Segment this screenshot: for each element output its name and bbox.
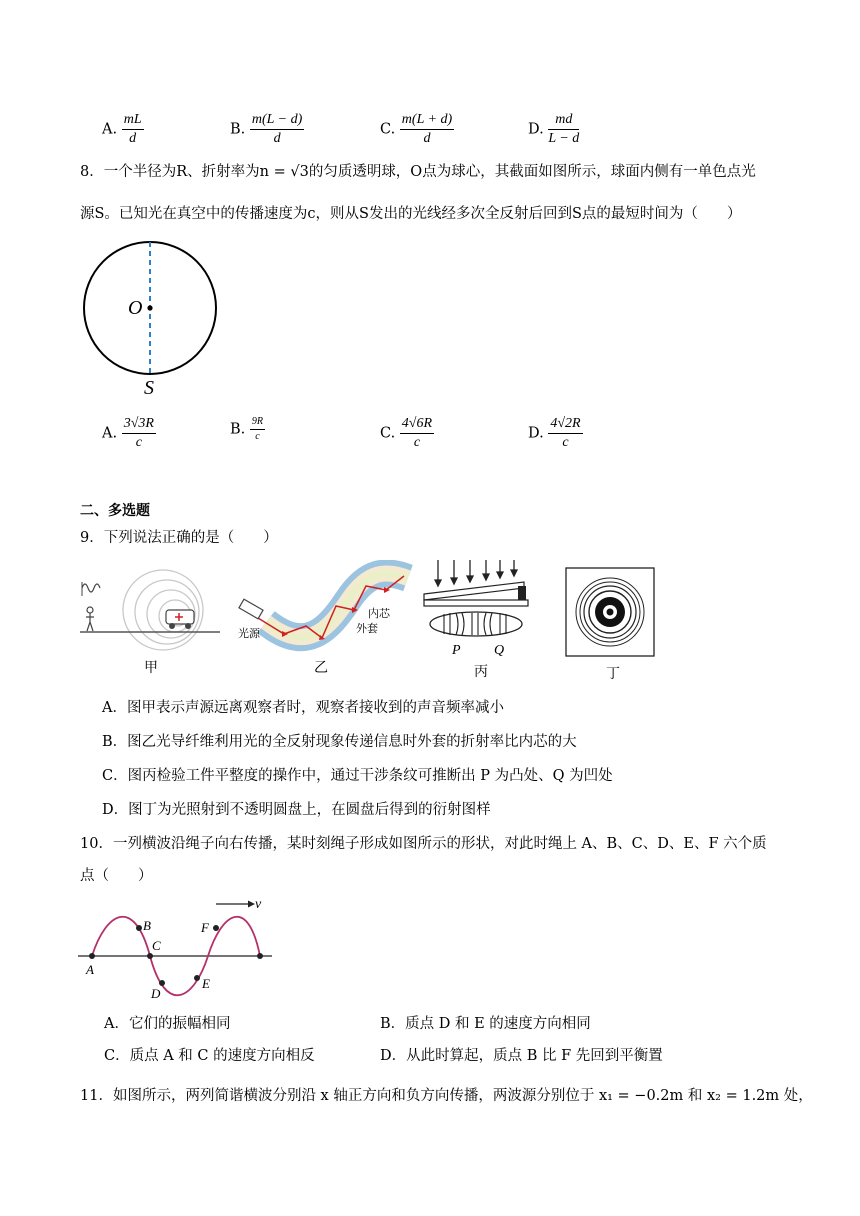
q9-option-d[interactable]: D．图丁为光照射到不透明圆盘上，在圆盘后得到的衍射图样 [102,802,491,818]
label-p: P [452,643,461,658]
q8-sphere-figure [78,238,228,400]
q8-option-a[interactable]: A. $\frac{3√3R}{c}$ [102,416,154,450]
fig-jia-doppler [78,560,228,680]
q8-option-d[interactable]: D. $\frac{4√2R}{c}$ [528,416,581,450]
q10-wave-figure [78,892,278,1004]
q8-option-d-fraction: $\frac{4√2R}{c}$ [550,416,581,450]
q7-option-c-fraction: $\frac{m(L + d)}{d}$ [401,112,453,146]
q10-stem-line1: 10．一列横波沿绳子向右传播，某时刻绳子形成如图所示的形状，对此时绳上 A、B、C、D、E、F 六个质 [80,836,767,852]
q10-option-a[interactable]: A．它们的振幅相同 [104,1016,231,1032]
label-guangyuan: 光源 [238,627,260,640]
q8-option-c[interactable]: C. $\frac{4√6R}{c}$ [380,416,433,450]
q8-stem-line2: 源S。已知光在真空中的传播速度为c，则从S发出的光线经多次全反射后回到S点的最短时间为（ ） [80,206,742,222]
incident-light-arrows [435,560,517,586]
q10-option-d[interactable]: D．从此时算起，质点 B 比 F 先回到平衡置 [380,1048,663,1064]
wave-icon [82,584,100,592]
label-ding: 丁 [606,666,620,682]
q11-stem-line1: 11．如图所示，两列简谐横波分别沿 x 轴正方向和负方向传播，两波源分别位于 x₁ = −0.2m 和 x₂ = 1.2m 处， [80,1088,813,1104]
light-source-icon [239,599,263,619]
label-f: F [201,920,209,935]
label-yi: 乙 [314,660,328,676]
q7-option-b[interactable]: B. $\frac{m(L - d)}{d}$ [230,112,303,146]
q7-option-a[interactable]: A. $\frac{mL}{d}$ [102,112,142,146]
q7-option-a-fraction: $\frac{mL}{d}$ [123,112,142,146]
q9-option-c[interactable]: C．图丙检验工件平整度的操作中，通过干涉条纹可推断出 P 为凸处、Q 为凹处 [102,768,613,784]
label-o: O [128,297,143,319]
observer-icon [87,607,93,613]
workpiece [424,600,528,606]
label-jia: 甲 [144,660,158,676]
q8-stem-line1: 8．一个半径为R、折射率为n = √3的匀质透明球，O点为球心，其截面如图所示，球面内侧有一单色点光 [80,164,756,180]
q10-option-b[interactable]: B．质点 D 和 E 的速度方向相同 [380,1016,591,1032]
label-c: C [152,938,161,953]
q8-option-b-fraction: $\frac{9R}{c}$ [251,416,263,442]
q9-stem: 9．下列说法正确的是（ ） [80,530,278,546]
label-e: E [202,976,210,991]
q7-option-b-fraction: $\frac{m(L - d)}{d}$ [251,112,303,146]
q9-option-b[interactable]: B．图乙光导纤维利用光的全反射现象传递信息时外套的折射率比内芯的大 [102,734,577,750]
q10-stem-line2: 点（ ） [80,868,153,884]
fig-bing-interference [420,556,540,680]
section-heading-multiple-choice: 二、多选题 [80,503,150,519]
label-v: v [255,897,262,912]
label-s: S [144,377,154,399]
q10-option-c[interactable]: C．质点 A 和 C 的速度方向相反 [104,1048,315,1064]
label-a: A [86,962,94,977]
q9-option-a[interactable]: A．图甲表示声源远离观察者时，观察者接收到的声音频率减小 [102,700,504,716]
q8-option-a-fraction: $\frac{3√3R}{c}$ [123,416,154,450]
label-b: B [143,918,151,933]
label-neixin: 内芯 [368,607,390,620]
q8-option-b[interactable]: B. $\frac{9R}{c}$ [230,416,263,442]
label-q: Q [494,643,505,658]
label-d: D [151,986,161,1001]
label-bing: 丙 [474,664,488,680]
poisson-spot [607,609,614,616]
q8-option-c-fraction: $\frac{4√6R}{c}$ [401,416,433,450]
fig-ding-diffraction [564,566,660,682]
label-waitao: 外套 [356,622,378,635]
q7-option-c[interactable]: C. $\frac{m(L + d)}{d}$ [380,112,453,146]
q7-option-d[interactable]: D. $\frac{md}{L - d}$ [528,112,580,146]
fig-yi-optical-fiber [236,560,416,680]
center-dot [147,305,152,310]
q7-option-d-fraction: $\frac{md}{L - d}$ [548,112,580,146]
